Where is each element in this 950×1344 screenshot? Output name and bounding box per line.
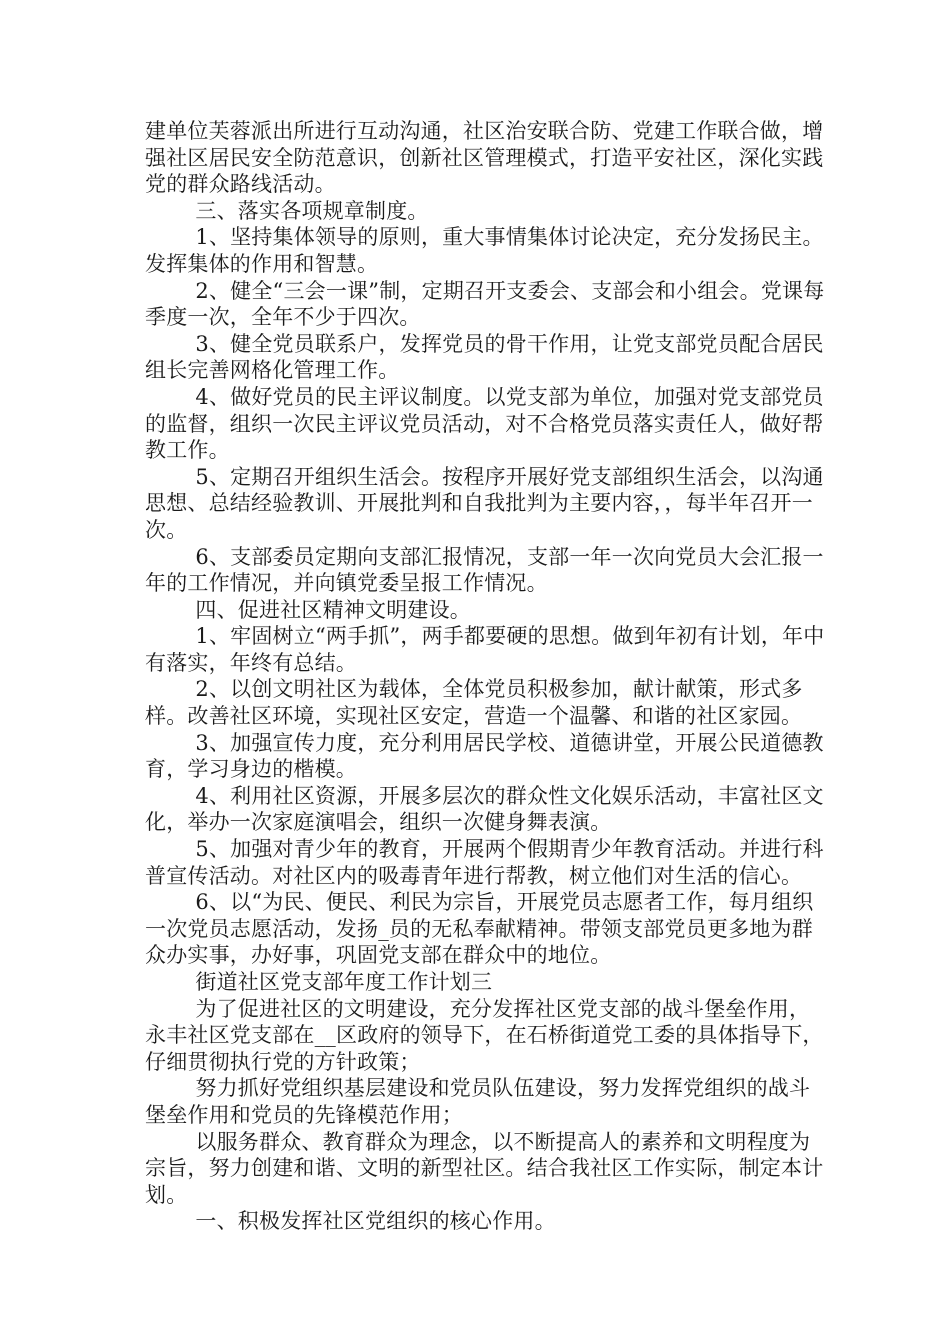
list-item: 5、加强对青少年的教育，开展两个假期青少年教育活动。并进行科普宣传活动。对社区内的吸毒青年进行帮教，树立他们对生活的信心。 [145,837,824,888]
paragraph-continuation: 建单位芙蓉派出所进行互动沟通，社区治安联合防、党建工作联合做，增强社区居民安全防范意识，创新社区管理模式，打造平安社区，深化实践党的群众路线活动。 [145,119,824,197]
list-item: 1、坚持集体领导的原则，重大事情集体讨论决定，充分发扬民主。发挥集体的作用和智慧。 [145,225,824,276]
section-heading-3: 三、落实各项规章制度。 [195,198,429,223]
document-subtitle: 街道社区党支部年度工作计划三 [195,970,493,994]
list-item: 3、加强宣传力度，充分利用居民学校、道德讲堂，开展公民道德教育，学习身边的楷模。 [145,730,824,782]
body-paragraph: 为了促进社区的文明建设，充分发挥社区党支部的战斗堡垒作用，永丰社区党支部在__区政府的领导下，在石桥街道党工委的具体指导下，仔细贯彻执行党的方针政策； [145,996,824,1074]
body-paragraph: 以服务群众、教育群众为理念，以不断提高人的素养和文明程度为宗旨，努力创建和谐、文明的新型社区。结合我社区工作实际，制定本计划。 [145,1129,824,1207]
section-heading-4: 四、促进社区精神文明建设。 [195,597,471,622]
body-paragraph: 努力抓好党组织基层建设和党员队伍建设，努力发挥党组织的战斗堡垒作用和党员的先锋模范作用； [145,1076,811,1127]
section-heading-1: 一、积极发挥社区党组织的核心作用。 [195,1209,556,1234]
list-item: 2、健全“三会一课”制，定期召开支委会、支部会和小组会。党课每季度一次，全年不少于四次。 [145,278,825,330]
list-item: 5、定期召开组织生活会。按程序开展好党支部组织生活会，以沟通思想、总结经验教训、开展批判和自我批判为主要内容，，每半年召开一次。 [145,464,824,542]
list-item: 6、以“为民、便民、利民为宗旨，开展党员志愿者工作，每月组织一次党员志愿活动，发扬_员的无私奉献精神。带领支部党员更多地为群众办实事，办好事，巩固党支部在群众中的地位。 [145,890,814,968]
list-item: 1、牢固树立“两手抓”，两手都要硬的思想。做到年初有计划，年中有落实，年终有总结。 [145,624,825,675]
list-item: 6、支部委员定期向支部汇报情况，支部一年一次向党员大会汇报一年的工作情况，并向镇党委呈报工作情况。 [145,544,824,596]
list-item: 3、健全党员联系户，发挥党员的骨干作用，让党支部党员配合居民组长完善网格化管理工作。 [145,331,824,383]
document-body [145,118,825,1235]
list-item: 4、利用社区资源，开展多层次的群众性文化娱乐活动，丰富社区文化，举办一次家庭演唱会，组织一次健身舞表演。 [145,783,824,835]
list-item: 4、做好党员的民主评议制度。以党支部为单位，加强对党支部党员的监督，组织一次民主评议党员活动，对不合格党员落实责任人，做好帮教工作。 [145,384,824,463]
list-item: 2、以创文明社区为载体，全体党员积极参加，献计献策，形式多样。改善社区环境，实现社区安定，营造一个温馨、和谐的社区家园。 [145,677,803,729]
